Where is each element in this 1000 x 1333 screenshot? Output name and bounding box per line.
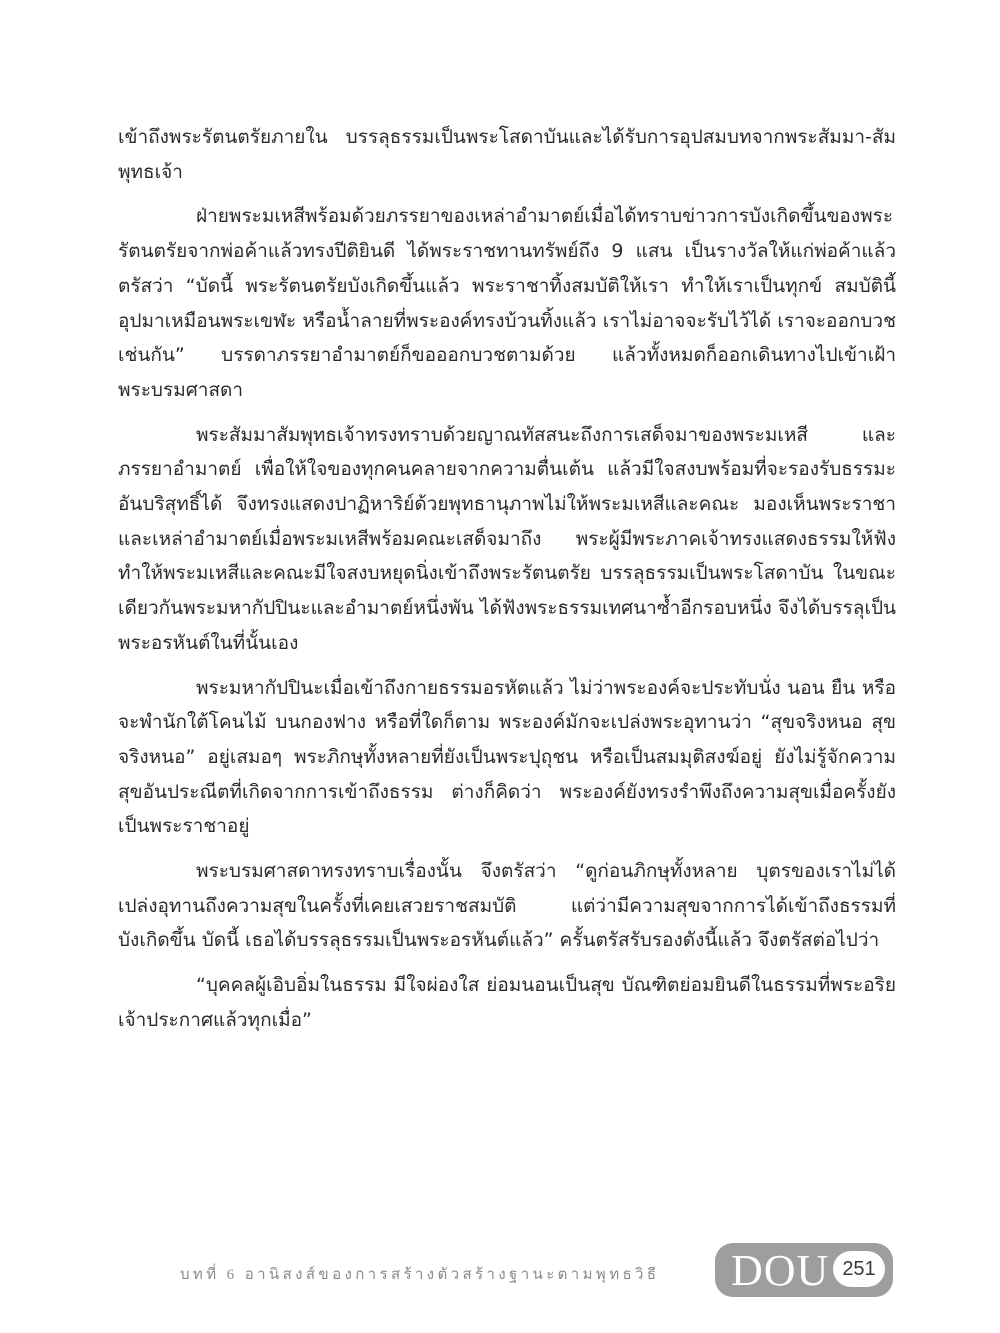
page-footer bbox=[180, 1243, 894, 1299]
dou-logo: DOU bbox=[731, 1246, 830, 1295]
paragraph-teacher-speaks: พระบรมศาสดาทรงทราบเรื่องนั้น จึงตรัสว่า “ดูก่อนภิกษุทั้งหลาย บุตรของเราไม่ได้เปล่งอุทานถึงความสุขในครั้งที่เคยเสวยราชสมบัติ แต่ว่ามีความสุขจากการได้เข้าถึงธรรมที่บังเกิดขึ้น บัดนี้ เธอได้บรรลุธรรมเป็นพระอรหันต์แล้ว” ครั้นตรัสรับรองดังนี้แล้ว จึงตรัสต่อไปว่า bbox=[118, 860, 896, 952]
footer-chapter-title: บทที่ 6 อานิสงส์ของการสร้างตัวสร้างฐานะตามพุทธวิธี bbox=[180, 1267, 660, 1283]
paragraph-continuation: เข้าถึงพระรัตนตรัยภายใน บรรลุธรรมเป็นพระโสดาบันและได้รับการอุปสมบทจากพระสัมมา-สัมพุทธเจ้า bbox=[118, 126, 896, 183]
paragraph-mahakappina: พระมหากัปปินะเมื่อเข้าถึงกายธรรมอรหัตแล้ว ไม่ว่าพระองค์จะประทับนั่ง นอน ยืน หรือจะพำนักใต้โคนไม้ บนกองฟาง หรือที่ใดก็ตาม พระองค์มักจะเปล่งพระอุทานว่า “สุขจริงหนอ สุขจริงหนอ” อยู่เสมอๆ พระภิกษุทั้งหลายที่ยังเป็นพระปุถุชน หรือเป็นสมมุติสงฆ์อยู่ ยังไม่รู้จักความสุขอันประณีตที่เกิดจากการเข้าถึงธรรม ต่างก็คิดว่า พระองค์ยังทรงรำพึงถึงความสุขเมื่อครั้งยังเป็นพระราชาอยู่ bbox=[118, 676, 896, 838]
page-body bbox=[118, 120, 896, 1038]
paragraph-buddha-miracle: พระสัมมาสัมพุทธเจ้าทรงทราบด้วยญาณทัสสนะถึงการเสด็จมาของพระมเหสี และภรรยาอำมาตย์ เพื่อให้ใจของทุกคนคลายจากความตื่นเต้น แล้วมีใจสงบพร้อมที่จะรองรับธรรมะอันบริสุทธิ์ได้ จึงทรงแสดงปาฏิหาริย์ด้วยพุทธานุภาพไม่ให้พระมเหสีและคณะ มองเห็นพระราชาและเหล่าอำมาตย์เมื่อพระมเหสีพร้อมคณะเสด็จมาถึง พระผู้มีพระภาคเจ้าทรงแสดงธรรมให้ฟัง ทำให้พระมเหสีและคณะมีใจสงบหยุดนิ่งเข้าถึงพระรัตนตรัย บรรลุธรรมเป็นพระโสดาบัน ในขณะเดียวกันพระมหากัปปินะและอำมาตย์หนึ่งพัน ได้ฟังพระธรรมเทศนาซ้ำอีกรอบหนึ่ง จึงได้บรรลุเป็นพระอรหันต์ในที่นั้นเอง bbox=[118, 423, 896, 654]
footer-badge bbox=[715, 1243, 893, 1297]
paragraph-verse-quote: “บุคคลผู้เอิบอิ่มในธรรม มีใจผ่องใส ย่อมนอนเป็นสุข บัณฑิตย่อมยินดีในธรรมที่พระอริยเจ้าประกาศแล้วทุกเมื่อ” bbox=[118, 974, 896, 1031]
paragraph-queen: ฝ่ายพระมเหสีพร้อมด้วยภรรยาของเหล่าอำมาตย์เมื่อได้ทราบข่าวการบังเกิดขึ้นของพระรัตนตรัยจากพ่อค้าแล้วทรงปีติยินดี ได้พระราชทานทรัพย์ถึง 9 แสน เป็นรางวัลให้แก่พ่อค้าแล้วตรัสว่า “บัดนี้ พระรัตนตรัยบังเกิดขึ้นแล้ว พระราชาทิ้งสมบัติให้เรา ทำให้เราเป็นทุกข์ สมบัตินี้อุปมาเหมือนพระเขฬะ หรือน้ำลายที่พระองค์ทรงบ้วนทิ้งแล้ว เราไม่อาจจะรับไว้ได้ เราจะออกบวชเช่นกัน” บรรดาภรรยาอำมาตย์ก็ขอออกบวชตามด้วย แล้วทั้งหมดก็ออกเดินทางไปเข้าเฝ้าพระบรมศาสดา bbox=[118, 205, 896, 401]
page-number: 251 bbox=[833, 1251, 885, 1287]
